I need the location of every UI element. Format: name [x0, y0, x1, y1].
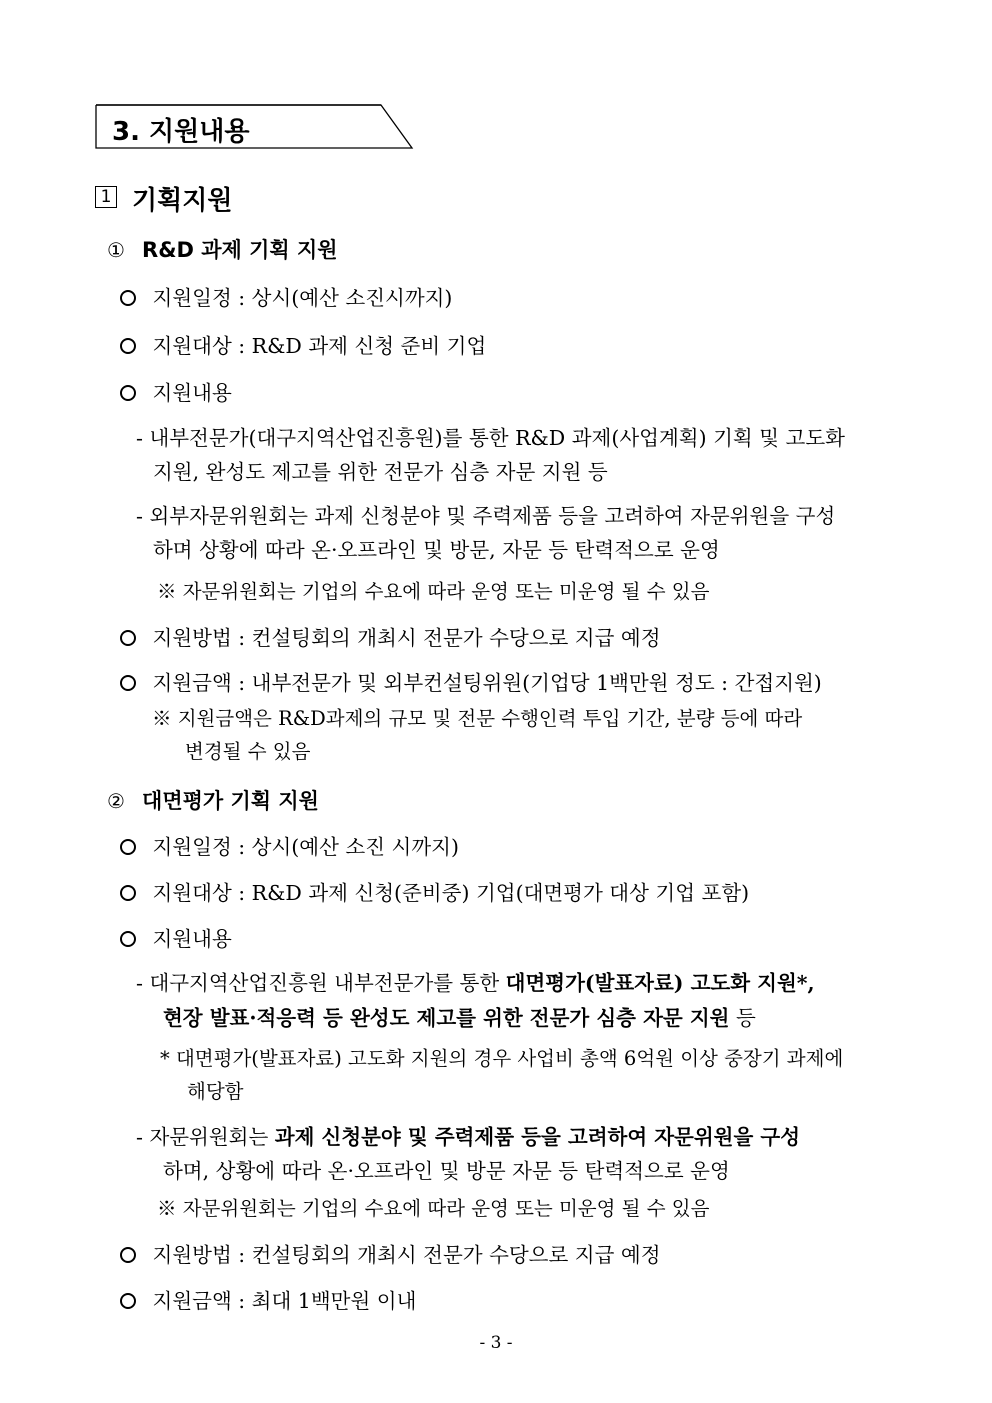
dash-item-bold: 대면평가(발표자료) 고도화 지원*, — [505, 971, 815, 995]
bullet-target — [120, 876, 749, 906]
subsection-heading-1 — [107, 234, 338, 264]
subsection-title: R&D 과제 기획 지원 — [142, 238, 338, 262]
note-text: 변경될 수 있음 — [185, 740, 311, 763]
star-note-text: 해당함 — [187, 1080, 244, 1103]
bullet-circle-icon — [120, 931, 136, 947]
dash-item-line — [163, 1001, 756, 1031]
bullet-text: 지원금액 : 최대 1백만원 이내 — [152, 1289, 417, 1313]
note-text: ※ 자문위원회는 기업의 수요에 따라 운영 또는 미운영 될 수 있음 — [157, 1197, 710, 1220]
bullet-schedule — [120, 830, 459, 860]
page-title: 3. 지원내용 — [112, 117, 250, 147]
bullet-amount — [120, 666, 822, 696]
bullet-text: 지원내용 — [152, 927, 232, 951]
note-text: ※ 자문위원회는 기업의 수요에 따라 운영 또는 미운영 될 수 있음 — [157, 580, 710, 603]
bullet-text: 지원내용 — [152, 381, 232, 405]
dash-item-line — [136, 1120, 800, 1150]
bullet-target — [120, 329, 486, 359]
bullet-circle-icon — [120, 885, 136, 901]
bullet-schedule — [120, 281, 452, 311]
bullet-content — [120, 922, 232, 952]
bullet-text: 지원일정 : 상시(예산 소진 시까지) — [152, 835, 459, 859]
bullet-text: 지원방법 : 컨설팅회의 개최시 전문가 수당으로 지급 예정 — [152, 626, 661, 650]
bullet-circle-icon — [120, 839, 136, 855]
page-number: - 3 - — [479, 1333, 513, 1353]
note-text: ※ 지원금액은 R&D과제의 규모 및 전문 수행인력 투입 기간, 분량 등에 따라 — [152, 707, 803, 730]
bullet-circle-icon — [120, 630, 136, 646]
bullet-text: 지원일정 : 상시(예산 소진시까지) — [152, 286, 453, 310]
section-number-box: 1 — [95, 186, 117, 208]
subsection-title: 대면평가 기획 지원 — [142, 789, 319, 813]
subsection-number: ② — [107, 789, 125, 813]
bullet-circle-icon — [120, 1293, 136, 1309]
bullet-text: 지원대상 : R&D 과제 신청(준비중) 기업(대면평가 대상 기업 포함) — [152, 881, 750, 905]
bullet-method — [120, 1238, 661, 1268]
dash-item-bold: 과제 신청분야 및 주력제품 등을 고려하여 자문위원을 구성 — [274, 1125, 801, 1149]
dash-item-line: - 내부전문가(대구지역산업진흥원)를 통한 R&D 과제(사업계획) 기획 및 고도화 — [136, 426, 845, 450]
bullet-circle-icon — [120, 675, 136, 691]
bullet-circle-icon — [120, 338, 136, 354]
dash-item-text: 등 — [729, 1006, 756, 1030]
bullet-circle-icon — [120, 385, 136, 401]
dash-item-text: - 자문위원회는 — [136, 1125, 275, 1149]
bullet-text: 지원금액 : 내부전문가 및 외부컨설팅위원(기업당 1백만원 정도 : 간접지원) — [152, 671, 822, 695]
dash-item-bold: 현장 발표·적응력 등 완성도 제고를 위한 전문가 심층 자문 지원 — [163, 1006, 730, 1030]
dash-item-text: - 대구지역산업진흥원 내부전문가를 통한 — [136, 971, 506, 995]
bullet-text: 지원방법 : 컨설팅회의 개최시 전문가 수당으로 지급 예정 — [152, 1243, 661, 1267]
dash-item-line: 하며 상황에 따라 온·오프라인 및 방문, 자문 등 탄력적으로 운영 — [153, 538, 720, 562]
bullet-content — [120, 376, 232, 406]
dash-item-line — [136, 966, 815, 996]
dash-item-line: 하며, 상황에 따라 온·오프라인 및 방문 자문 등 탄력적으로 운영 — [163, 1159, 730, 1183]
subsection-number: ① — [107, 238, 125, 262]
bullet-text: 지원대상 : R&D 과제 신청 준비 기업 — [152, 334, 487, 358]
dash-item-line: - 외부자문위원회는 과제 신청분야 및 주력제품 등을 고려하여 자문위원을 구성 — [136, 504, 836, 528]
bullet-amount — [120, 1284, 416, 1314]
subsection-heading-2 — [107, 785, 319, 815]
section-title: 기획지원 — [132, 186, 233, 216]
dash-item-line: 지원, 완성도 제고를 위한 전문가 심층 자문 지원 등 — [153, 460, 608, 484]
bullet-method — [120, 621, 661, 651]
bullet-circle-icon — [120, 1247, 136, 1263]
star-note-text: * 대면평가(발표자료) 고도화 지원의 경우 사업비 총액 6억원 이상 중장기 과제에 — [160, 1047, 844, 1070]
bullet-circle-icon — [120, 290, 136, 306]
